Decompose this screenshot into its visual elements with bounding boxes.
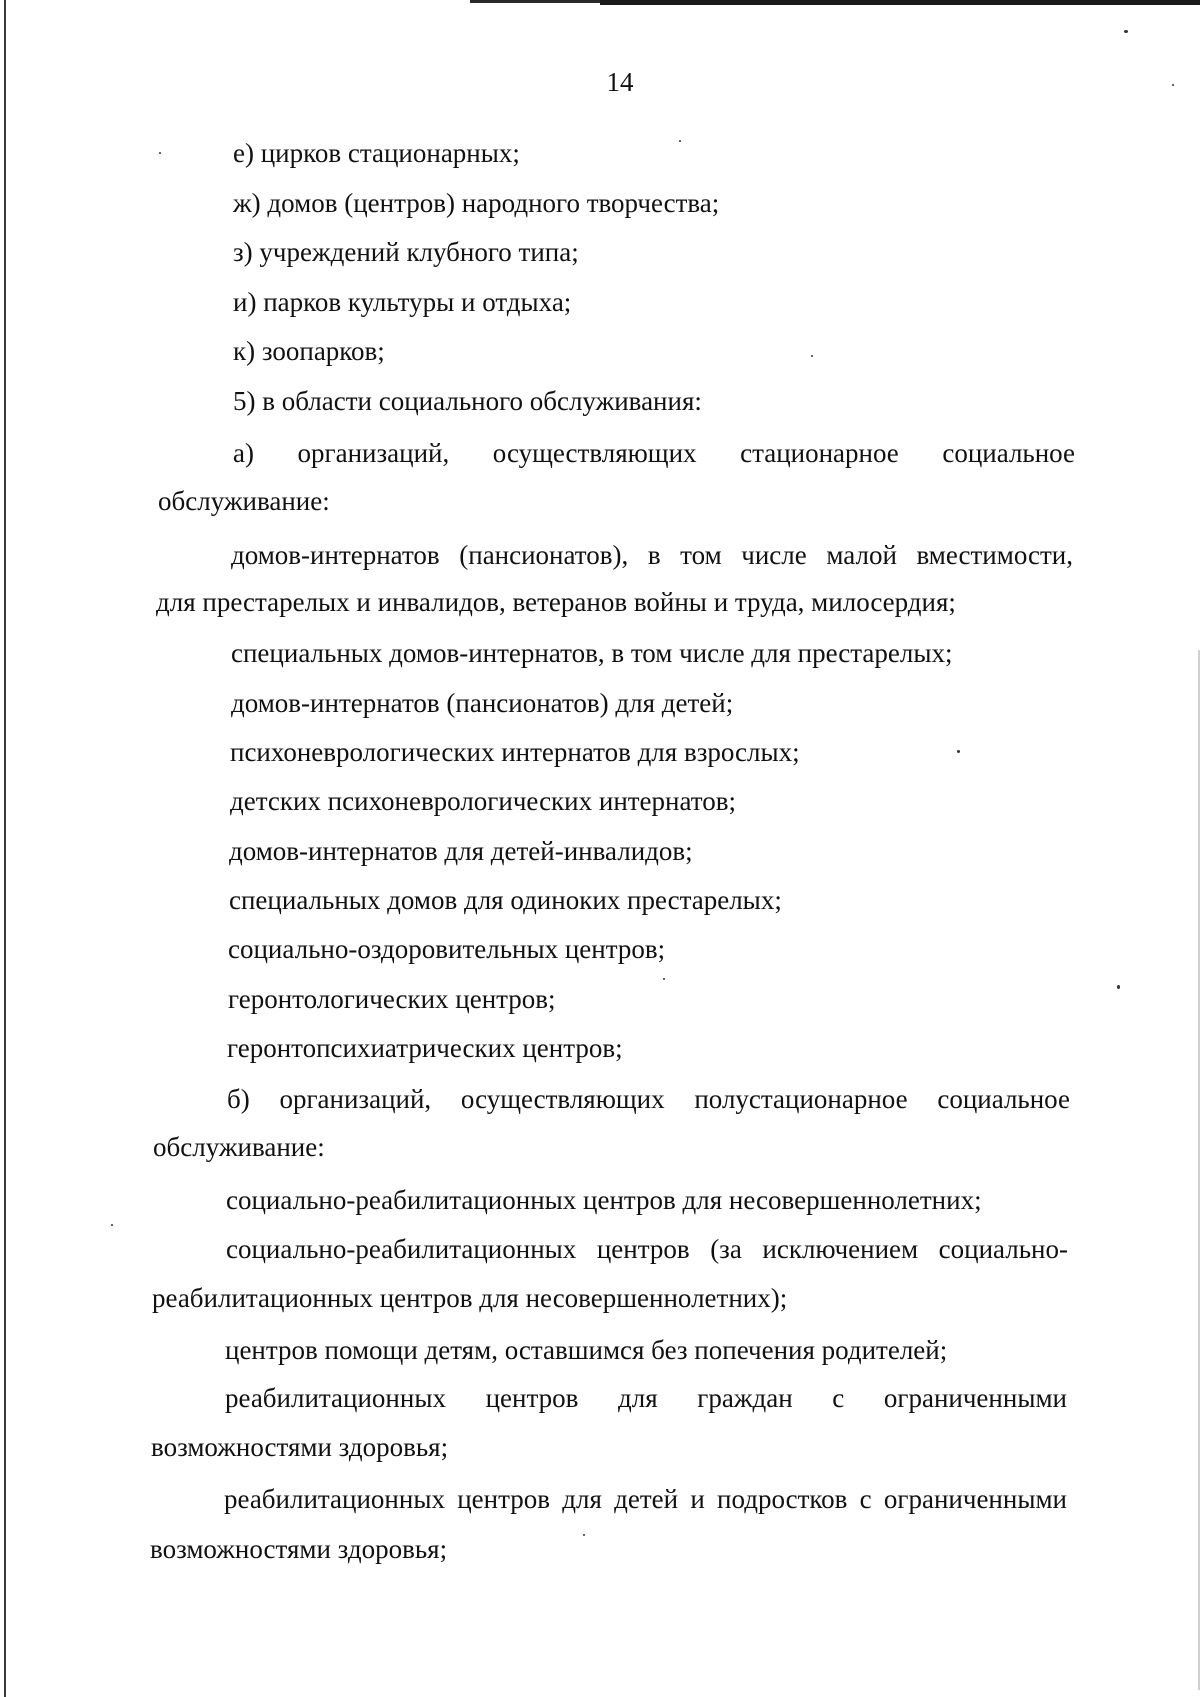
list-item-orphan-help-centers: центров помощи детям, оставшимся без попечения родителей; (225, 1335, 948, 1365)
scan-speck (583, 1534, 585, 1536)
list-item-elderly-special-houses: специальных домов для одиноких престарелых; (229, 885, 782, 915)
list-item-boarding-houses: домов-интернатов (пансионатов), в том числе малой вместимости, (231, 540, 1073, 570)
page-number: 14 (606, 67, 634, 97)
scan-speck (159, 152, 161, 154)
list-item-boarding-houses-continued: для престарелых и инвалидов, ветеранов войны и труда, милосердия; (156, 587, 956, 617)
list-item-gerontopsychiatric-centers: геронтопсихиатрических центров; (227, 1033, 623, 1063)
subsection-a-heading-continued: обслуживание: (158, 486, 330, 516)
subsection-b-heading-continued: обслуживание: (153, 1132, 325, 1162)
scan-speck (1124, 30, 1128, 33)
list-item-special-boarding-houses: специальных домов-интернатов, в том числе для престарелых; (231, 638, 953, 668)
list-item-rehab-centers: социально-реабилитационных центров (за исключением социально- (226, 1234, 1068, 1264)
list-item-psychoneurological-children: детских психоневрологических интернатов; (230, 786, 736, 816)
subsection-a-heading: а) организаций, осуществляющих стационарное социальное (233, 438, 1075, 468)
list-item-health-centers: социально-оздоровительных центров; (228, 934, 666, 964)
list-item-culture-parks: и) парков культуры и отдыха; (233, 287, 572, 317)
list-item-minors-rehab-centers: социально-реабилитационных центров для несовершеннолетних; (226, 1185, 982, 1215)
scan-speck (957, 750, 960, 753)
scan-top-edge-thick (600, 0, 1200, 5)
scan-speck (679, 140, 681, 142)
scan-speck (111, 1224, 113, 1226)
section-heading-social-services: 5) в области социального обслуживания: (233, 386, 702, 416)
subsection-b-heading: б) организаций, осуществляющих полустационарное социальное (227, 1084, 1070, 1114)
list-item-disability-rehab-centers-continued: возможностями здоровья; (151, 1432, 449, 1462)
list-item-psychoneurological-adults: психоневрологических интернатов для взрослых; (230, 737, 800, 767)
list-item-disabled-children-houses: домов-интернатов для детей-инвалидов; (229, 836, 693, 866)
list-item-disability-rehab-centers: реабилитационных центров для граждан с ограниченными (225, 1383, 1067, 1413)
list-item-zoos: к) зоопарков; (233, 336, 385, 366)
list-item-circuses: е) цирков стационарных; (233, 138, 520, 168)
scan-speck (811, 355, 813, 357)
scan-speck (1117, 985, 1120, 989)
list-item-gerontology-centers: геронтологических центров; (228, 984, 556, 1014)
list-item-folk-art-houses: ж) домов (центров) народного творчества; (233, 188, 720, 218)
list-item-club-institutions: з) учреждений клубного типа; (233, 237, 579, 267)
list-item-rehab-centers-continued: реабилитационных центров для несовершеннолетних); (152, 1283, 788, 1313)
scan-speck (663, 978, 665, 980)
list-item-youth-rehab-centers-continued: возможностями здоровья; (150, 1534, 448, 1564)
list-item-youth-rehab-centers: реабилитационных центров для детей и подростков с ограниченными (224, 1484, 1067, 1514)
list-item-children-boarding-houses: домов-интернатов (пансионатов) для детей; (231, 688, 734, 718)
scan-left-edge (4, 0, 6, 1697)
